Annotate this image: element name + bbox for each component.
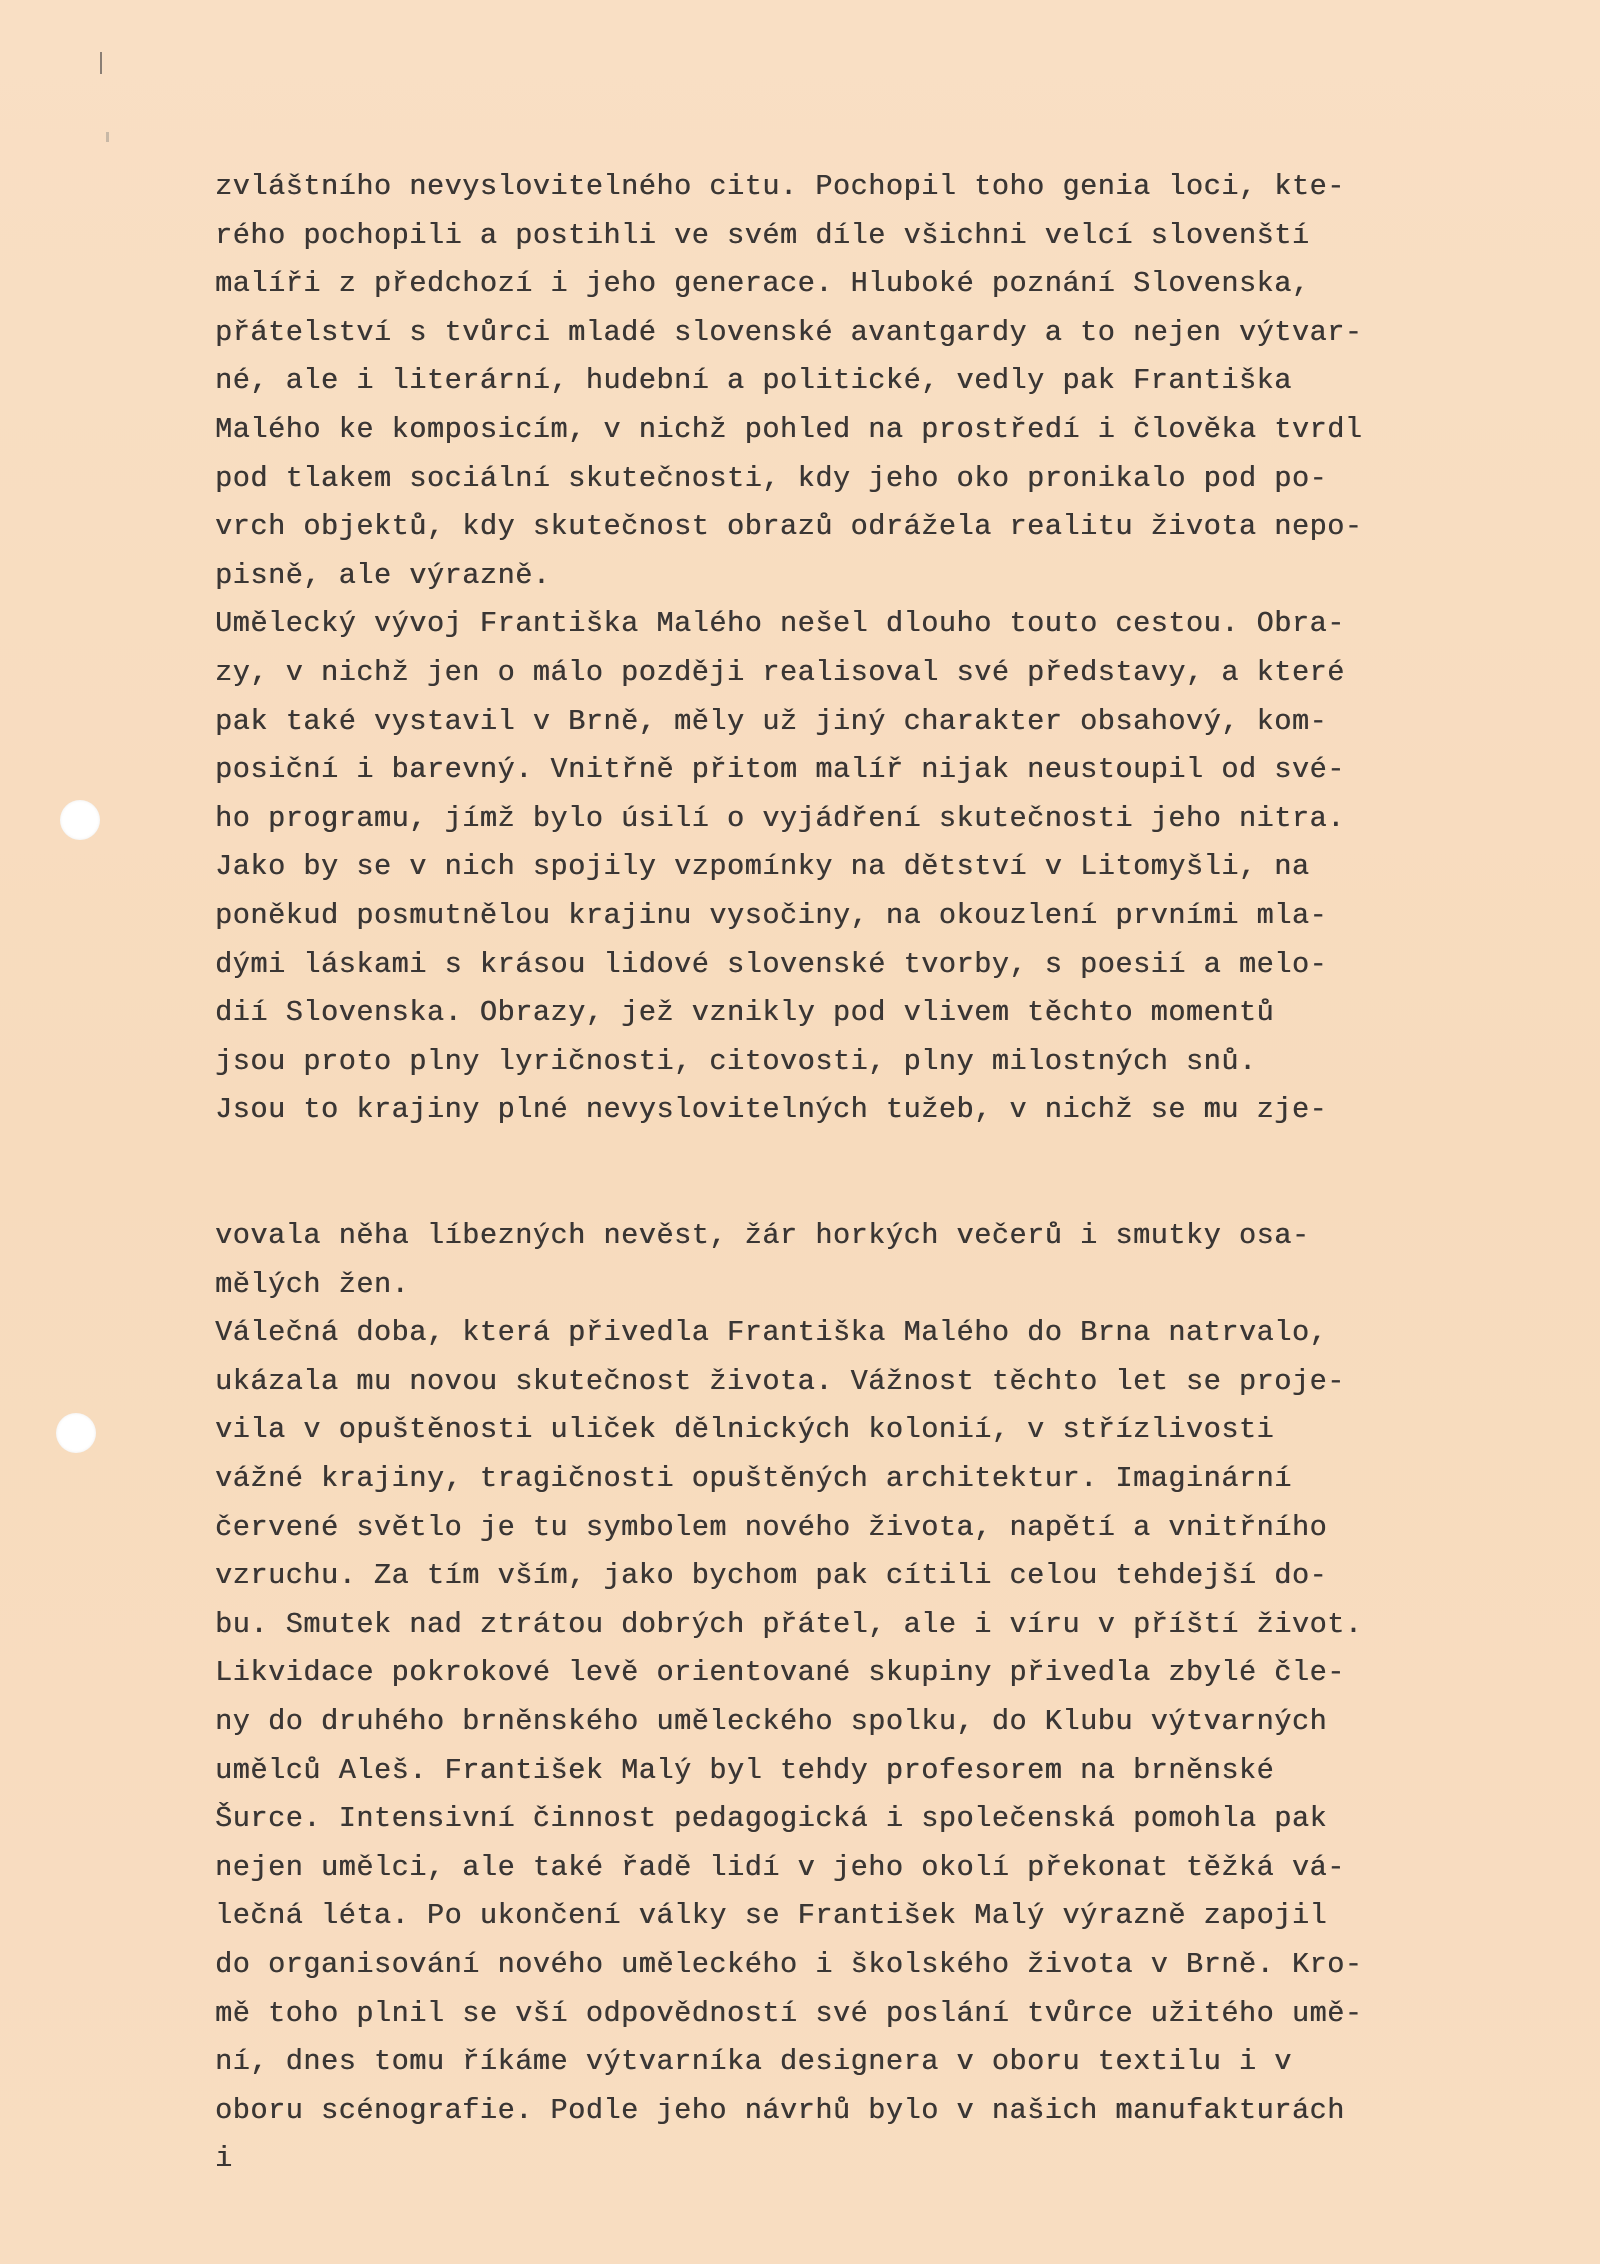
text-line: vila v opuštěnosti uliček dělnických kolonií, v střízlivosti bbox=[215, 1413, 1275, 1447]
staple-mark bbox=[106, 132, 109, 142]
text-line: rého pochopili a postihli ve svém díle všichni velcí slovenští bbox=[215, 218, 1310, 252]
text-line: pak také vystavil v Brně, měly už jiný charakter obsahový, kom- bbox=[215, 704, 1328, 738]
text-line: přátelství s tvůrci mladé slovenské avantgardy a to nejen výtvar- bbox=[215, 315, 1363, 349]
text-line: posiční i barevný. Vnitřně přitom malíř nijak neustoupil od své- bbox=[215, 753, 1345, 787]
text-line: jsou proto plny lyričnosti, citovosti, plny milostných snů. bbox=[215, 1044, 1257, 1078]
text-line: mě toho plnil se vší odpovědností své poslání tvůrce užitého umě- bbox=[215, 1996, 1363, 2030]
text-line: dými láskami s krásou lidové slovenské tvorby, s poesií a melo- bbox=[215, 947, 1328, 981]
text-line: Likvidace pokrokové levě orientované skupiny přivedla zbylé čle- bbox=[215, 1656, 1345, 1690]
text-line: Válečná doba, která přivedla Františka Malého do Brna natrvalo, bbox=[215, 1316, 1328, 1350]
punch-hole-bottom bbox=[56, 1413, 96, 1453]
text-line: vrch objektů, kdy skutečnost obrazů odrážela realitu života nepo- bbox=[215, 510, 1363, 544]
text-line: bu. Smutek nad ztrátou dobrých přátel, ale i víru v příští život. bbox=[215, 1607, 1363, 1641]
text-line: červené světlo je tu symbolem nového života, napětí a vnitřního bbox=[215, 1510, 1328, 1544]
text-line: nejen umělci, ale také řadě lidí v jeho okolí překonat těžká vá- bbox=[215, 1850, 1345, 1884]
text-line: ukázala mu novou skutečnost života. Vážnost těchto let se proje- bbox=[215, 1364, 1345, 1398]
text-line: vážné krajiny, tragičnosti opuštěných architektur. Imaginární bbox=[215, 1461, 1292, 1495]
text-line: ní, dnes tomu říkáme výtvarníka designera v oboru textilu i v bbox=[215, 2045, 1292, 2079]
text-line: Umělecký vývoj Františka Malého nešel dlouho touto cestou. Obra- bbox=[215, 607, 1345, 641]
paragraph-block-2 bbox=[215, 1212, 1515, 2184]
pencil-mark bbox=[100, 52, 102, 74]
text-line: ny do druhého brněnského uměleckého spolku, do Klubu výtvarných bbox=[215, 1704, 1328, 1738]
text-line: ho programu, jímž bylo úsilí o vyjádření skutečnosti jeho nitra. bbox=[215, 801, 1345, 835]
text-line: umělců Aleš. František Malý byl tehdy profesorem na brněnské bbox=[215, 1753, 1275, 1787]
text-line: pisně, ale výrazně. bbox=[215, 558, 551, 592]
text-line: né, ale i literární, hudební a politické, vedly pak Františka bbox=[215, 364, 1292, 398]
text-line: do organisování nového uměleckého i školského života v Brně. Kro- bbox=[215, 1947, 1363, 1981]
text-line: zvláštního nevyslovitelného citu. Pochopil toho genia loci, kte- bbox=[215, 170, 1345, 203]
text-line: Malého ke komposicím, v nichž pohled na prostředí i člověka tvrdl bbox=[215, 412, 1363, 446]
punch-hole-top bbox=[60, 800, 100, 840]
text-line: malíři z předchozí i jeho generace. Hluboké poznání Slovenska, bbox=[215, 267, 1310, 301]
text-line: Jako by se v nich spojily vzpomínky na dětství v Litomyšli, na bbox=[215, 850, 1310, 884]
text-line: vovala něha líbezných nevěst, žár horkých večerů i smutky osa- bbox=[215, 1219, 1310, 1252]
text-line: dií Slovenska. Obrazy, jež vznikly pod vlivem těchto momentů bbox=[215, 996, 1275, 1030]
text-line: pod tlakem sociální skutečnosti, kdy jeho oko pronikalo pod po- bbox=[215, 461, 1328, 495]
text-line: oboru scénografie. Podle jeho návrhů bylo v našich manufakturách bbox=[215, 2093, 1345, 2127]
text-line: zy, v nichž jen o málo později realisoval své představy, a které bbox=[215, 655, 1345, 689]
paragraph-block-1 bbox=[215, 163, 1515, 1135]
text-line: i bbox=[215, 2142, 233, 2176]
text-line: Šurce. Intensivní činnost pedagogická i společenská pomohla pak bbox=[215, 1802, 1328, 1836]
text-line: mělých žen. bbox=[215, 1267, 410, 1301]
text-line: poněkud posmutnělou krajinu vysočiny, na okouzlení prvními mla- bbox=[215, 898, 1328, 932]
text-line: vzruchu. Za tím vším, jako bychom pak cítili celou tehdejší do- bbox=[215, 1559, 1328, 1593]
text-line: lečná léta. Po ukončení války se František Malý výrazně zapojil bbox=[215, 1899, 1328, 1933]
text-line: Jsou to krajiny plné nevyslovitelných tužeb, v nichž se mu zje- bbox=[215, 1093, 1328, 1127]
